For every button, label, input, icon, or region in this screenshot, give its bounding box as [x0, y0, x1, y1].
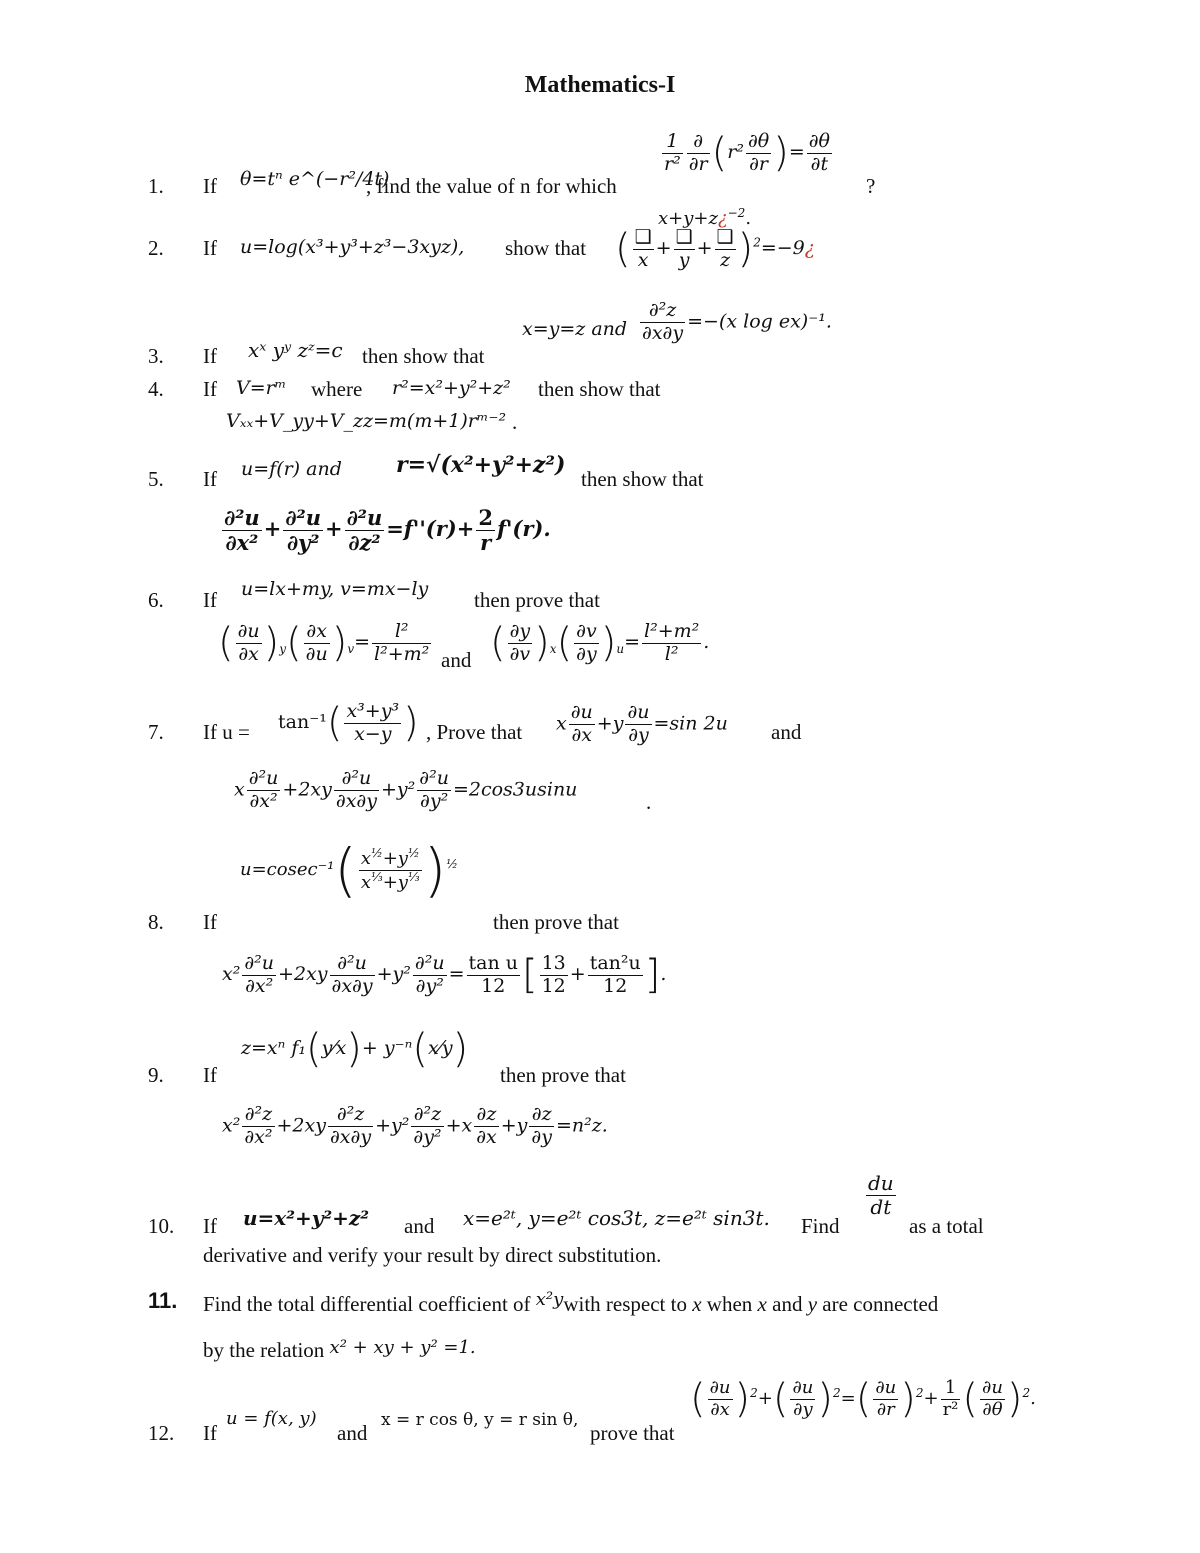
q1-condition: θ=tⁿ e^(−r²/4t) [240, 168, 390, 190]
q7-and: and [771, 720, 802, 744]
if-word: If [203, 344, 217, 368]
question-number: 1. [148, 174, 164, 198]
if-word: If [203, 174, 217, 198]
question-number: 9. [148, 1063, 164, 1087]
q6-text: then prove that [474, 588, 600, 612]
q2-equation: ( $\frac{❑}{x}$ + $\frac{❑}{y}$ + $\frac{❑}{z}$ )$^2$=−9¿ [615, 225, 815, 272]
q10-derivative: $\frac{du}{dt}$ [868, 1171, 894, 1219]
q10-and: and [404, 1214, 435, 1238]
q4-where: where [311, 377, 363, 401]
question-number: 10. [148, 1214, 175, 1238]
q8-text: then prove that [493, 910, 619, 934]
q2-condition: u=log(x³+y³+z³−3xyz), [240, 236, 465, 258]
if-word: If [203, 236, 217, 260]
q11-line-2: by the relation x² + xy + y² =1. [203, 1337, 476, 1362]
q3-condition-2: x=y=z and [522, 318, 628, 340]
q12-text: prove that [590, 1421, 675, 1445]
q9-text: then prove that [500, 1063, 626, 1087]
q6-and: and [441, 648, 472, 672]
q9-equation: x² $\frac{\text{∂²z}}{\text{∂x²}}$ +2xy $\frac{\text{∂²z}}{\partial x\partial y}$ +y² $\frac{\text{∂²z}}{\text{∂y²}}$ +x $\frac{\partial z}{\partial x}$ +y $\frac{\partial z}{\partial y}$ =n²z. [222, 1103, 608, 1148]
if-word: If [203, 588, 217, 612]
q10-condition: u=x²+y²+z² [243, 1206, 369, 1230]
q5-condition-2: r=√(x²+y²+z²) [396, 452, 566, 478]
q10-find: Find [801, 1214, 840, 1238]
question-number: 7. [148, 720, 164, 744]
q4-result: Vₓₓ+V_yy+V_zz=m(m+1)rᵐ⁻² [226, 410, 507, 432]
q7-condition: tan⁻¹( $\frac{\text{x³+y³}}{x-y}$ ) [278, 699, 419, 746]
q10-condition-2: x=e²ᵗ, y=e²ᵗ cos3t, z=e²ᵗ sin3t. [463, 1206, 770, 1230]
q2-note: x+y+z¿$^{-2}$. [658, 206, 752, 229]
q7-text: , Prove that [426, 720, 523, 744]
q12-condition-2: x = r cos θ, y = r sin θ, [381, 1410, 579, 1430]
q4-condition-2: r²=x²+y²+z² [392, 377, 511, 399]
q1-text: , find the value of n for which [366, 174, 617, 198]
if-word: If [203, 377, 217, 401]
q1-equation: $\frac{1}{\text{r²}}$ $\frac{\partial}{\partial r}$ (r² $\frac{\partial\theta}{\partial r}$ )= $\frac{\partial\theta}{\partial t}$ [664, 129, 830, 176]
question-number: 5. [148, 467, 164, 491]
q10-line-2: derivative and verify your result by direct substitution. [203, 1243, 662, 1267]
question-number: 11. [148, 1288, 178, 1313]
if-word: If [203, 1421, 217, 1445]
q7-equation-1: x $\frac{\partial u}{\partial x}$ +y $\frac{\partial u}{\partial y}$ =sin 2u [556, 701, 728, 746]
page-title: Mathematics-I [524, 72, 676, 98]
question-number: 12. [148, 1421, 175, 1445]
if-word: If [203, 467, 217, 491]
q9-condition: z=xⁿ f₁(y⁄x)+ y⁻ⁿ(x⁄y) [241, 1026, 469, 1072]
q5-condition: u=f(r) and [241, 458, 342, 480]
q6-equation-1: ( $\frac{\partial u}{\partial x}$ )$_y$( $\frac{\partial x}{\partial u}$ )$_v=$ $\frac{\text{l²}}{\text{l²+m²}}$ [218, 619, 430, 666]
if-word: If [203, 1214, 217, 1238]
question-number: 3. [148, 344, 164, 368]
q2-text: show that [505, 236, 587, 260]
q7-dot: . [646, 790, 652, 814]
question-number: 4. [148, 377, 164, 401]
q1-end: ? [866, 174, 876, 198]
q7-equation-2: x $\frac{\text{∂²u}}{\text{∂x²}}$ +2xy $\frac{\text{∂²u}}{\partial x\partial y}$ +y² $\frac{\text{∂²u}}{\text{∂y²}}$ =2cos3usinu [234, 767, 578, 812]
q4-condition: V=rᵐ [236, 377, 287, 399]
q8-condition: u=cosec⁻¹( $\frac{x^{\frac{1}{2}}+y^{\frac{1}{2}}}{x^{\frac{1}{3}}+y^{\frac{1}{3}}}$ )$^{\frac{1}{2}}$ [240, 836, 458, 904]
question-number: 6. [148, 588, 164, 612]
q6-condition: u=lx+my, v=mx−ly [241, 578, 429, 600]
if-word: If [203, 1063, 217, 1087]
q10-text: as a total [909, 1214, 984, 1238]
q6-equation-2: ( $\frac{\partial y}{\partial v}$ )$_x$( $\frac{\partial v}{\partial y}$ )$_u=$ $\frac{\text{l²+m²}}{\text{l²}}$ . [490, 619, 710, 666]
q12-and: and [337, 1421, 368, 1445]
q5-text: then show that [581, 467, 704, 491]
q12-condition: u = f(x, y) [226, 1408, 317, 1429]
q4-text: then show that [538, 377, 661, 401]
question-number: 2. [148, 236, 164, 260]
q3-equation: $\frac{\text{∂²z}}{\partial x\partial y}$ =−(x log ex)⁻¹. [642, 299, 832, 344]
question-number: 8. [148, 910, 164, 934]
q8-equation: x² $\frac{\text{∂²u}}{\text{∂x²}}$ +2xy $\frac{\text{∂²u}}{\partial x\partial y}$ +y² $\frac{\text{∂²u}}{\text{∂y²}}$ = $\frac{\text{tan u}}{12}$ [ $\frac{13}{12}$ + $\frac{\text{tan²u}}{12}$ ]. [222, 951, 667, 998]
q7-lead: If u = [203, 720, 250, 744]
q4-dot: . [512, 410, 518, 434]
q5-equation: $\frac{\text{∂²u}}{\text{∂x²}}$ + $\frac{\text{∂²u}}{\text{∂y²}}$ + $\frac{\text{∂²u}}{\text{∂z²}}$ =f''(r)+ $\frac{2}{r}$ f'(r). [224, 505, 551, 556]
q3-condition: xˣ yʸ zᶻ=c [248, 338, 343, 362]
q11-line-1: Find the total differential coefficient of x²ywith respect to x when x and y are connected [203, 1289, 939, 1316]
q12-equation: ( $\frac{\partial u}{\partial x}$ )$^2$+( $\frac{\partial u}{\partial y}$ )$^2$=( $\frac{\partial u}{\partial r}$ )$^2$+ $\frac{1}{\text{r²}}$ ( $\frac{\partial u}{\partial\theta}$ )$^2$. [690, 1376, 1036, 1422]
if-word: If [203, 910, 217, 934]
q3-text: then show that [362, 344, 485, 368]
